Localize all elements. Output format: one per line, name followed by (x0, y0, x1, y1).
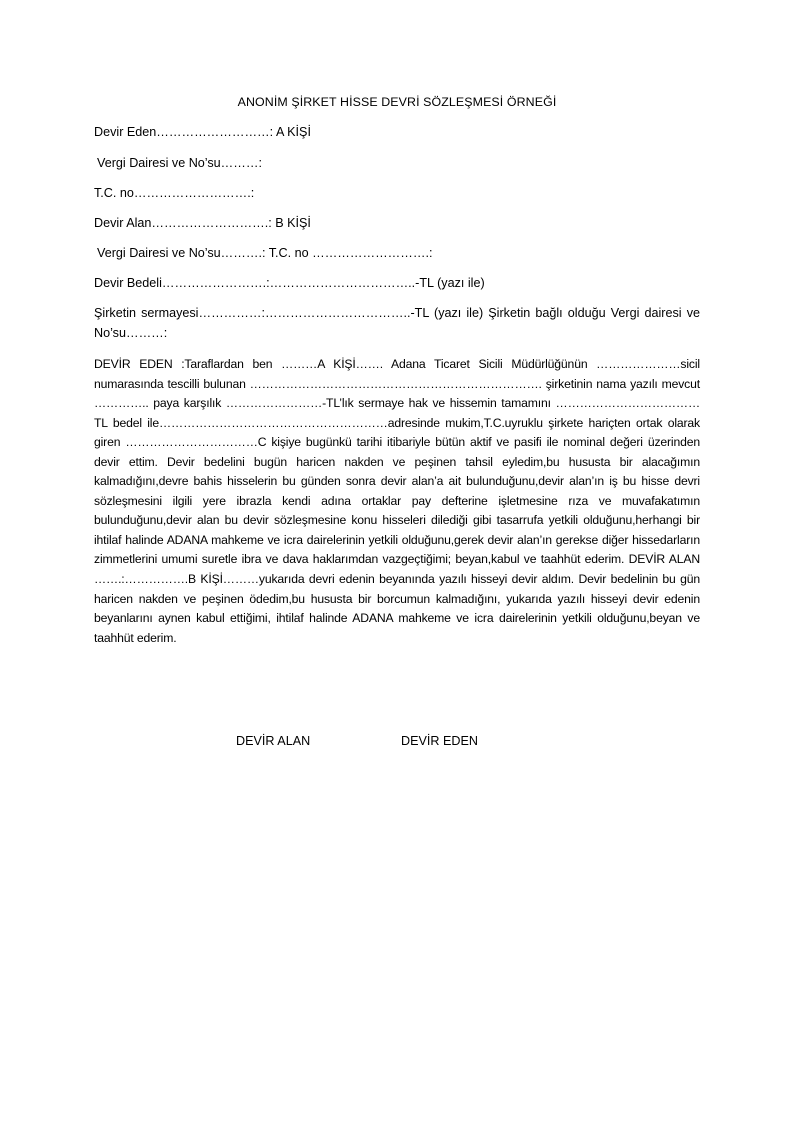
signature-devir-alan: DEVİR ALAN (236, 734, 311, 748)
sirket-sermayesi-field: Şirketin sermayesi……………:……………………………..-TL (yazı ile) Şirketin bağlı olduğu Vergi dairesi ve No’su………: (94, 306, 700, 340)
devir-alan-field: Devir Alan……………………….: B KİŞİ (94, 216, 311, 230)
signature-devir-eden: DEVİR EDEN (401, 734, 478, 748)
vergi-dairesi-field-2: Vergi Dairesi ve No’su……….: T.C. no ……………………….: (97, 246, 433, 260)
contract-body-paragraph: DEVİR EDEN :Taraflardan ben ………A KİŞİ……. Adana Ticaret Sicili Müdürlüğünün …………………sicil numarasında tescilli bulunan ………………………………………………………………. şirketinin nama yazılı mevcut ………….. paya karşılık ……………………-TL’lık sermaye hak ve hissemin tamamını ………………………………TL bedel ile…………………………………………………adresinde mukim,T.C.uyruklu şirkete hariçten ortak olarak giren ……………………………C kişiye bugünkü tarihi itibariyle bütün aktif ve pasifi ile nominal değeri üzerinden devir ettim. Devir bedelini bugün haricen nakden ve peşinen tahsil eyledim,bu hususta bir alacağımın kalmadığını,devre bahis hisselerin bu günden sonra devir alan’a ait bulunduğunu,devir alan’ın iş bu hisse devri sözleşmesini ilgili yere ibrazla kendi adına ortaklar pay defterine işletmesine rıza ve muvafakatımın bulunduğunu,devir alan bu devir sözleşmesine konu hisseleri dilediği gibi tasarrufa yetkili olduğunu,herhangi bir ihtilaf halinde ADANA mahkeme ve icra dairelerinin yetkili olduğunu,gerek devir alan’ın gerekse diğer hissedarların zimmetlerini umumi suretle ibra ve dava haklarımdan vazgeçtiğimi; beyan,kabul ve taahhüt ederim. DEVİR ALAN …….:…………….B KİŞİ………yukarıda devri edenin beyanında yazılı hisseyi devir aldım. Devir bedelinin bu gün haricen nakden ve peşinen ödedim,bu hususta bir borcumun kalmadığını, yukarıda yazılı hisseyi devir edenin beyanlarını aynen kabul ettiğimi, ihtilaf halinde ADANA mahkeme ve icra dairelerinin yetkili olduğunu,beyan ve taahhüt ederim. (94, 357, 700, 645)
vergi-dairesi-field-1: Vergi Dairesi ve No’su………: (97, 156, 262, 170)
document-title: ANONİM ŞİRKET HİSSE DEVRİ SÖZLEŞMESİ ÖRNEĞİ (237, 95, 557, 109)
tc-no-field: T.C. no……………………….: (94, 186, 255, 200)
devir-bedeli-field: Devir Bedeli…………………….:……………………………..-TL (yazı ile) (94, 276, 485, 290)
devir-eden-field: Devir Eden………………………: A KİŞİ (94, 125, 311, 139)
